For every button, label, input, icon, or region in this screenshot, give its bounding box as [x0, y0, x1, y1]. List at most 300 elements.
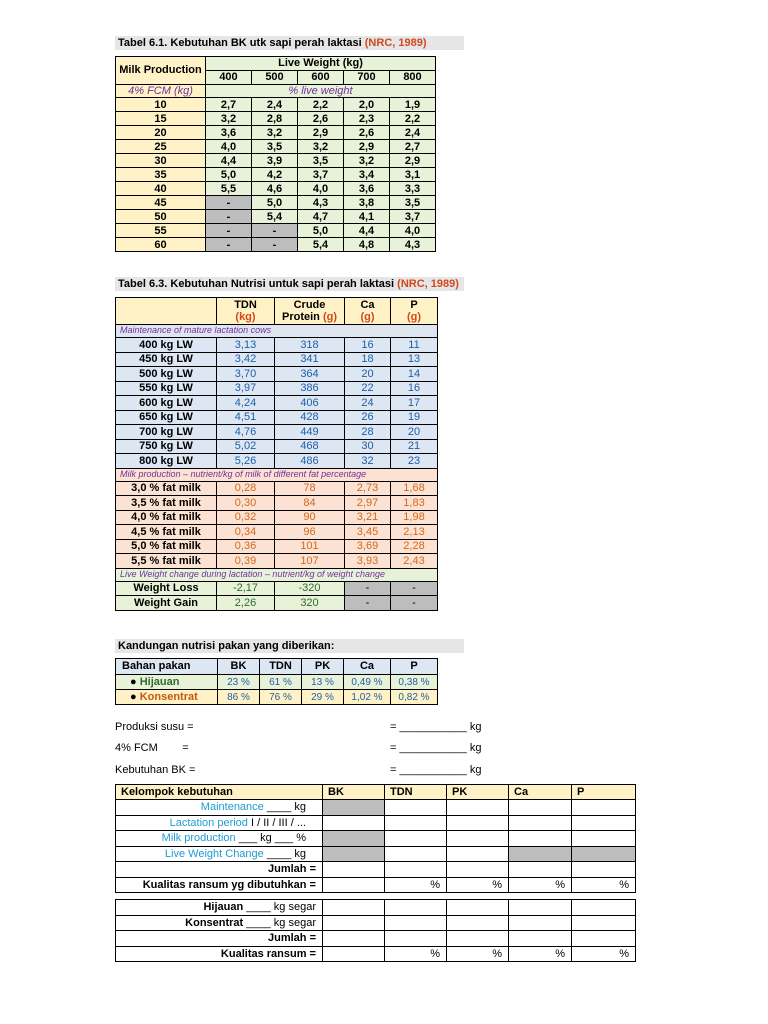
percent-lw-value: 2,0	[344, 98, 390, 112]
row-label: 450 kg LW	[116, 352, 217, 367]
percent-lw-value: 4,3	[298, 196, 344, 210]
percent-lw-value: 4,4	[344, 224, 390, 238]
need-input-cell[interactable]	[572, 800, 636, 816]
percent-lw-value: 4,2	[252, 168, 298, 182]
feed-name-label: Konsentrat	[139, 690, 198, 703]
nutrient-value: 1,98	[391, 510, 438, 525]
percent-lw-value: 1,9	[390, 98, 436, 112]
nutrient-value: 341	[275, 352, 345, 367]
fcm-value: 55	[116, 224, 206, 238]
row-label: 4,0 % fat milk	[116, 510, 217, 525]
need-label-main: Live Weight Change	[164, 847, 264, 860]
feed-value: 13 %	[302, 675, 344, 690]
need-row	[116, 846, 636, 862]
percent-lw-value: 5,0	[206, 168, 252, 182]
header-bk: BK	[323, 785, 385, 800]
ration-input-cell[interactable]	[323, 915, 385, 931]
table-6-3-source: (NRC, 1989)	[397, 278, 459, 290]
nutrient-value: -2,17	[217, 581, 275, 596]
header-ca: Ca (g)	[345, 298, 391, 325]
kualitas-row	[116, 877, 636, 893]
need-input-cell[interactable]	[447, 815, 509, 831]
percent-lw-value: 3,9	[252, 154, 298, 168]
nutrient-value: 5,02	[217, 439, 275, 454]
summary-label: Jumlah =	[116, 931, 323, 947]
feed-name	[116, 690, 218, 705]
table-row	[116, 140, 436, 154]
need-label	[116, 846, 323, 862]
feed-value: 23 %	[218, 675, 260, 690]
nutrient-value: 4,76	[217, 425, 275, 440]
nutrient-value: 4,24	[217, 396, 275, 411]
percent-lw-value: 2,9	[298, 126, 344, 140]
table-6-3	[115, 297, 438, 611]
percent-lw-value: -	[206, 196, 252, 210]
nutrient-value: 30	[345, 439, 391, 454]
percent-lw-value: 4,1	[344, 210, 390, 224]
header-pk: PK	[447, 785, 509, 800]
percent-lw-value: 3,2	[206, 112, 252, 126]
weight-col-500: 500	[252, 71, 298, 85]
fcm-value: 40	[116, 182, 206, 196]
row-label: 400 kg LW	[116, 338, 217, 353]
table-row	[116, 112, 436, 126]
nutrient-value: -320	[275, 581, 345, 596]
need-label	[116, 800, 323, 816]
fcm-value: 50	[116, 210, 206, 224]
percent-lw-value: 4,0	[390, 224, 436, 238]
nutrient-value: 19	[391, 410, 438, 425]
summary-input-cell[interactable]	[323, 877, 385, 893]
ration-label	[116, 915, 323, 931]
corner-cell	[116, 298, 217, 325]
weight-col-600: 600	[298, 71, 344, 85]
percent-lw-value: 4,0	[206, 140, 252, 154]
nutrient-value: 2,43	[391, 554, 438, 569]
need-label-blank[interactable]: ____ kg	[263, 801, 306, 814]
subheader-fcm: 4% FCM (kg)	[116, 85, 206, 98]
table-row	[116, 410, 438, 425]
ration-input-cell[interactable]	[572, 900, 636, 916]
ration-label-blank[interactable]: ____ kg segar	[243, 901, 316, 914]
summary-input-cell[interactable]	[572, 931, 636, 947]
ration-input-cell[interactable]	[509, 915, 572, 931]
table-row	[116, 238, 436, 252]
need-input-cell[interactable]	[323, 846, 385, 862]
need-input-cell[interactable]	[323, 815, 385, 831]
percent-lw-value: -	[252, 224, 298, 238]
header-milk-production: Milk Production	[116, 57, 206, 85]
table-6-1-title-text: Tabel 6.1. Kebutuhan BK utk sapi perah laktasi	[118, 37, 362, 49]
ration-input-cell[interactable]	[323, 900, 385, 916]
feed-value: 86 %	[218, 690, 260, 705]
weight-col-700: 700	[344, 71, 390, 85]
row-label: 3,0 % fat milk	[116, 481, 217, 496]
feed-value: 29 %	[302, 690, 344, 705]
nutrient-value: 11	[391, 338, 438, 353]
table-row	[116, 224, 436, 238]
summary-input-cell[interactable]	[447, 862, 509, 878]
percent-lw-value: 3,2	[298, 140, 344, 154]
need-input-cell[interactable]	[572, 846, 636, 862]
need-input-cell[interactable]	[323, 800, 385, 816]
summary-input-cell[interactable]: %	[447, 946, 509, 962]
percent-lw-value: 3,4	[344, 168, 390, 182]
table-row	[116, 168, 436, 182]
fcm-value: 30	[116, 154, 206, 168]
header-ca: Ca	[344, 659, 391, 675]
need-input-cell[interactable]	[447, 800, 509, 816]
need-input-cell[interactable]	[385, 831, 447, 847]
nutrient-value: -	[391, 596, 438, 611]
row-label: 700 kg LW	[116, 425, 217, 440]
percent-lw-value: 3,5	[390, 196, 436, 210]
percent-lw-value: 3,1	[390, 168, 436, 182]
section-maintenance: Maintenance of mature lactation cows	[116, 325, 438, 338]
need-input-cell[interactable]	[385, 815, 447, 831]
summary-input-cell[interactable]	[323, 862, 385, 878]
summary-input-cell[interactable]	[509, 931, 572, 947]
summary-input-cell[interactable]: %	[509, 877, 572, 893]
percent-lw-value: 3,7	[390, 210, 436, 224]
nutrient-value: 2,28	[391, 539, 438, 554]
nutrient-value: 3,97	[217, 381, 275, 396]
weight-col-800: 800	[390, 71, 436, 85]
header-live-weight: Live Weight (kg)	[206, 57, 436, 71]
need-label-blank[interactable]: ___ kg ___ %	[235, 832, 306, 845]
nutrient-value: 23	[391, 454, 438, 469]
feed-name	[116, 675, 218, 690]
header-ca: Ca	[509, 785, 572, 800]
table-row	[116, 554, 438, 569]
table-row	[116, 182, 436, 196]
percent-lw-value: 2,7	[206, 98, 252, 112]
calc-blank-field[interactable]: = ___________ kg	[390, 764, 482, 776]
percent-lw-value: 4,4	[206, 154, 252, 168]
percent-lw-value: 4,0	[298, 182, 344, 196]
summary-input-cell[interactable]: %	[572, 946, 636, 962]
summary-input-cell[interactable]: %	[385, 877, 447, 893]
percent-lw-value: 3,5	[298, 154, 344, 168]
need-row	[116, 815, 636, 831]
nutrient-value: 3,21	[345, 510, 391, 525]
table-row	[116, 539, 438, 554]
summary-input-cell[interactable]	[509, 862, 572, 878]
table-row	[116, 98, 436, 112]
table-row	[116, 352, 438, 367]
percent-lw-value: 2,4	[390, 126, 436, 140]
calc-label: 4% FCM =	[115, 742, 189, 754]
percent-lw-value: 2,2	[298, 98, 344, 112]
row-label: Weight Gain	[116, 596, 217, 611]
ration-input-cell[interactable]	[509, 900, 572, 916]
need-input-cell[interactable]	[509, 846, 572, 862]
header-p: P	[391, 659, 438, 675]
table-row	[116, 338, 438, 353]
bullet-icon: ●	[130, 690, 140, 703]
feed-table	[115, 658, 438, 705]
nutrient-value: 449	[275, 425, 345, 440]
nutrient-value: 0,34	[217, 525, 275, 540]
row-label: 750 kg LW	[116, 439, 217, 454]
row-label: 3,5 % fat milk	[116, 496, 217, 511]
header-tdn: TDN	[385, 785, 447, 800]
calc-blank-field[interactable]: = ___________ kg	[390, 721, 482, 733]
nutrient-value: 28	[345, 425, 391, 440]
summary-input-cell[interactable]: %	[447, 877, 509, 893]
summary-input-cell[interactable]	[323, 946, 385, 962]
nutrient-value: 16	[345, 338, 391, 353]
percent-lw-value: 3,6	[206, 126, 252, 140]
percent-lw-value: 2,6	[344, 126, 390, 140]
header-p: P	[572, 785, 636, 800]
nutrient-value: 17	[391, 396, 438, 411]
percent-lw-value: 2,2	[390, 112, 436, 126]
table-6-1	[115, 56, 436, 252]
nutrient-value: 1,68	[391, 481, 438, 496]
ration-label	[116, 900, 323, 916]
header-bk: BK	[218, 659, 260, 675]
percent-lw-value: 3,2	[252, 126, 298, 140]
need-input-cell[interactable]	[447, 846, 509, 862]
ration-label-main: Konsentrat	[185, 916, 244, 929]
feed-value: 0,82 %	[391, 690, 438, 705]
ration-input-cell[interactable]	[447, 900, 509, 916]
row-label: 5,0 % fat milk	[116, 539, 217, 554]
table-6-3-title-text: Tabel 6.3. Kebutuhan Nutrisi untuk sapi perah laktasi	[118, 278, 395, 290]
table-row	[116, 510, 438, 525]
summary-input-cell[interactable]	[385, 931, 447, 947]
subheader-percent-lw: % live weight	[206, 85, 436, 98]
nutrient-value: 1,83	[391, 496, 438, 511]
calc-blank-field[interactable]: = ___________ kg	[390, 742, 482, 754]
nutrient-value: 24	[345, 396, 391, 411]
feed-value: 0,38 %	[391, 675, 438, 690]
nutrient-value: 32	[345, 454, 391, 469]
nutrient-value: 428	[275, 410, 345, 425]
summary-input-cell[interactable]	[447, 931, 509, 947]
header-kelompok-kebutuhan: Kelompok kebutuhan	[116, 785, 323, 800]
nutrient-value: 2,13	[391, 525, 438, 540]
nutrient-value: 364	[275, 367, 345, 382]
ration-table	[115, 899, 636, 962]
need-label-main: Maintenance	[200, 801, 264, 814]
nutrient-value: 3,13	[217, 338, 275, 353]
percent-lw-value: 2,9	[344, 140, 390, 154]
percent-lw-value: 3,6	[344, 182, 390, 196]
feed-row	[116, 690, 438, 705]
fcm-value: 60	[116, 238, 206, 252]
row-label: 5,5 % fat milk	[116, 554, 217, 569]
feed-value: 1,02 %	[344, 690, 391, 705]
nutrient-value: 96	[275, 525, 345, 540]
row-label: 550 kg LW	[116, 381, 217, 396]
nutrient-value: 20	[345, 367, 391, 382]
need-label	[116, 815, 323, 831]
nutrient-value: 16	[391, 381, 438, 396]
nutrient-value: 320	[275, 596, 345, 611]
ration-row	[116, 915, 636, 931]
feed-value: 76 %	[260, 690, 302, 705]
nutrient-value: 2,97	[345, 496, 391, 511]
percent-lw-value: 3,8	[344, 196, 390, 210]
need-input-cell[interactable]	[572, 831, 636, 847]
table-row	[116, 210, 436, 224]
nutrient-value: 26	[345, 410, 391, 425]
table-row	[116, 439, 438, 454]
nutrient-value: 90	[275, 510, 345, 525]
summary-input-cell[interactable]: %	[572, 877, 636, 893]
table-row	[116, 396, 438, 411]
percent-lw-value: 5,4	[298, 238, 344, 252]
table-row	[116, 381, 438, 396]
nutrient-value: 101	[275, 539, 345, 554]
ration-input-cell[interactable]	[385, 915, 447, 931]
table-row	[116, 425, 438, 440]
feed-row	[116, 675, 438, 690]
ration-jumlah-row	[116, 931, 636, 947]
nutrient-value: 0,32	[217, 510, 275, 525]
table-row	[116, 154, 436, 168]
need-input-cell[interactable]	[509, 800, 572, 816]
nutrient-value: 0,36	[217, 539, 275, 554]
fcm-value: 15	[116, 112, 206, 126]
header-bahan-pakan: Bahan pakan	[116, 659, 218, 675]
nutrient-value: 0,39	[217, 554, 275, 569]
need-input-cell[interactable]	[509, 815, 572, 831]
table-row	[116, 496, 438, 511]
summary-label: Kualitas ransum yg dibutuhkan =	[116, 877, 323, 893]
ration-label-blank[interactable]: ____ kg segar	[243, 916, 316, 929]
percent-lw-value: 3,2	[344, 154, 390, 168]
summary-input-cell[interactable]: %	[509, 946, 572, 962]
fcm-value: 45	[116, 196, 206, 210]
percent-lw-value: 3,5	[252, 140, 298, 154]
need-input-cell[interactable]	[447, 831, 509, 847]
percent-lw-value: 3,7	[298, 168, 344, 182]
row-label: 500 kg LW	[116, 367, 217, 382]
fcm-value: 35	[116, 168, 206, 182]
row-label: Weight Loss	[116, 581, 217, 596]
nutrient-value: 4,51	[217, 410, 275, 425]
nutrient-value: 468	[275, 439, 345, 454]
summary-input-cell[interactable]	[385, 862, 447, 878]
nutrient-value: -	[391, 581, 438, 596]
summary-label: Kualitas ransum =	[116, 946, 323, 962]
section-lw-change: Live Weight change during lactation – nutrient/kg of weight change	[116, 568, 438, 581]
nutrient-value: 3,42	[217, 352, 275, 367]
ration-input-cell[interactable]	[385, 900, 447, 916]
row-label: 4,5 % fat milk	[116, 525, 217, 540]
nutrient-value: 3,69	[345, 539, 391, 554]
calc-label: Kebutuhan BK =	[115, 764, 196, 776]
nutrient-value: 2,73	[345, 481, 391, 496]
table-row	[116, 454, 438, 469]
table-row	[116, 525, 438, 540]
nutrient-value: 3,93	[345, 554, 391, 569]
percent-lw-value: -	[206, 238, 252, 252]
table-row	[116, 196, 436, 210]
need-label-blank[interactable]: I / II / III / ...	[247, 816, 306, 829]
percent-lw-value: 4,7	[298, 210, 344, 224]
nutrient-value: -	[345, 596, 391, 611]
nutrient-value: 2,26	[217, 596, 275, 611]
percent-lw-value: 2,3	[344, 112, 390, 126]
header-tdn: TDN	[260, 659, 302, 675]
section-milk-production: Milk production – nutrient/kg of milk of different fat percentage	[116, 468, 438, 481]
table-row	[116, 596, 438, 611]
nutrient-value: 84	[275, 496, 345, 511]
nutrient-value: 18	[345, 352, 391, 367]
need-label	[116, 831, 323, 847]
percent-lw-value: -	[206, 224, 252, 238]
fcm-value: 10	[116, 98, 206, 112]
nutrient-value: 78	[275, 481, 345, 496]
weight-col-400: 400	[206, 71, 252, 85]
percent-lw-value: 2,8	[252, 112, 298, 126]
percent-lw-value: -	[206, 210, 252, 224]
nutrient-value: -	[345, 581, 391, 596]
row-label: 600 kg LW	[116, 396, 217, 411]
percent-lw-value: 3,3	[390, 182, 436, 196]
row-label: 650 kg LW	[116, 410, 217, 425]
need-input-cell[interactable]	[509, 831, 572, 847]
percent-lw-value: 4,6	[252, 182, 298, 196]
percent-lw-value: 4,3	[390, 238, 436, 252]
table-row	[116, 581, 438, 596]
header-pk: PK	[302, 659, 344, 675]
need-input-cell[interactable]	[572, 815, 636, 831]
ration-row	[116, 900, 636, 916]
need-input-cell[interactable]	[385, 846, 447, 862]
need-label-blank[interactable]: ____ kg	[263, 847, 306, 860]
percent-lw-value: 4,8	[344, 238, 390, 252]
table-row	[116, 126, 436, 140]
nutrient-value: 21	[391, 439, 438, 454]
nutrient-value: 5,26	[217, 454, 275, 469]
feed-title: Kandungan nutrisi pakan yang diberikan:	[115, 639, 464, 653]
need-input-cell[interactable]	[385, 800, 447, 816]
need-row	[116, 831, 636, 847]
bullet-icon: ●	[130, 675, 140, 688]
percent-lw-value: -	[252, 238, 298, 252]
need-row	[116, 800, 636, 816]
ration-input-cell[interactable]	[572, 915, 636, 931]
jumlah-row	[116, 862, 636, 878]
nutrient-value: 14	[391, 367, 438, 382]
nutrient-value: 386	[275, 381, 345, 396]
summary-input-cell[interactable]	[572, 862, 636, 878]
ration-input-cell[interactable]	[447, 915, 509, 931]
summary-input-cell[interactable]	[323, 931, 385, 947]
table-row	[116, 367, 438, 382]
ration-label-main: Hijauan	[203, 901, 244, 914]
need-input-cell[interactable]	[323, 831, 385, 847]
percent-lw-value: 2,4	[252, 98, 298, 112]
fcm-value: 25	[116, 140, 206, 154]
nutrient-value: 406	[275, 396, 345, 411]
fcm-value: 20	[116, 126, 206, 140]
nutrient-value: 486	[275, 454, 345, 469]
nutrient-value: 107	[275, 554, 345, 569]
percent-lw-value: 5,0	[252, 196, 298, 210]
calc-label: Produksi susu =	[115, 721, 194, 733]
summary-input-cell[interactable]: %	[385, 946, 447, 962]
nutrient-value: 0,28	[217, 481, 275, 496]
ration-kualitas-row	[116, 946, 636, 962]
need-table	[115, 784, 636, 893]
table-6-1-title	[115, 36, 464, 50]
